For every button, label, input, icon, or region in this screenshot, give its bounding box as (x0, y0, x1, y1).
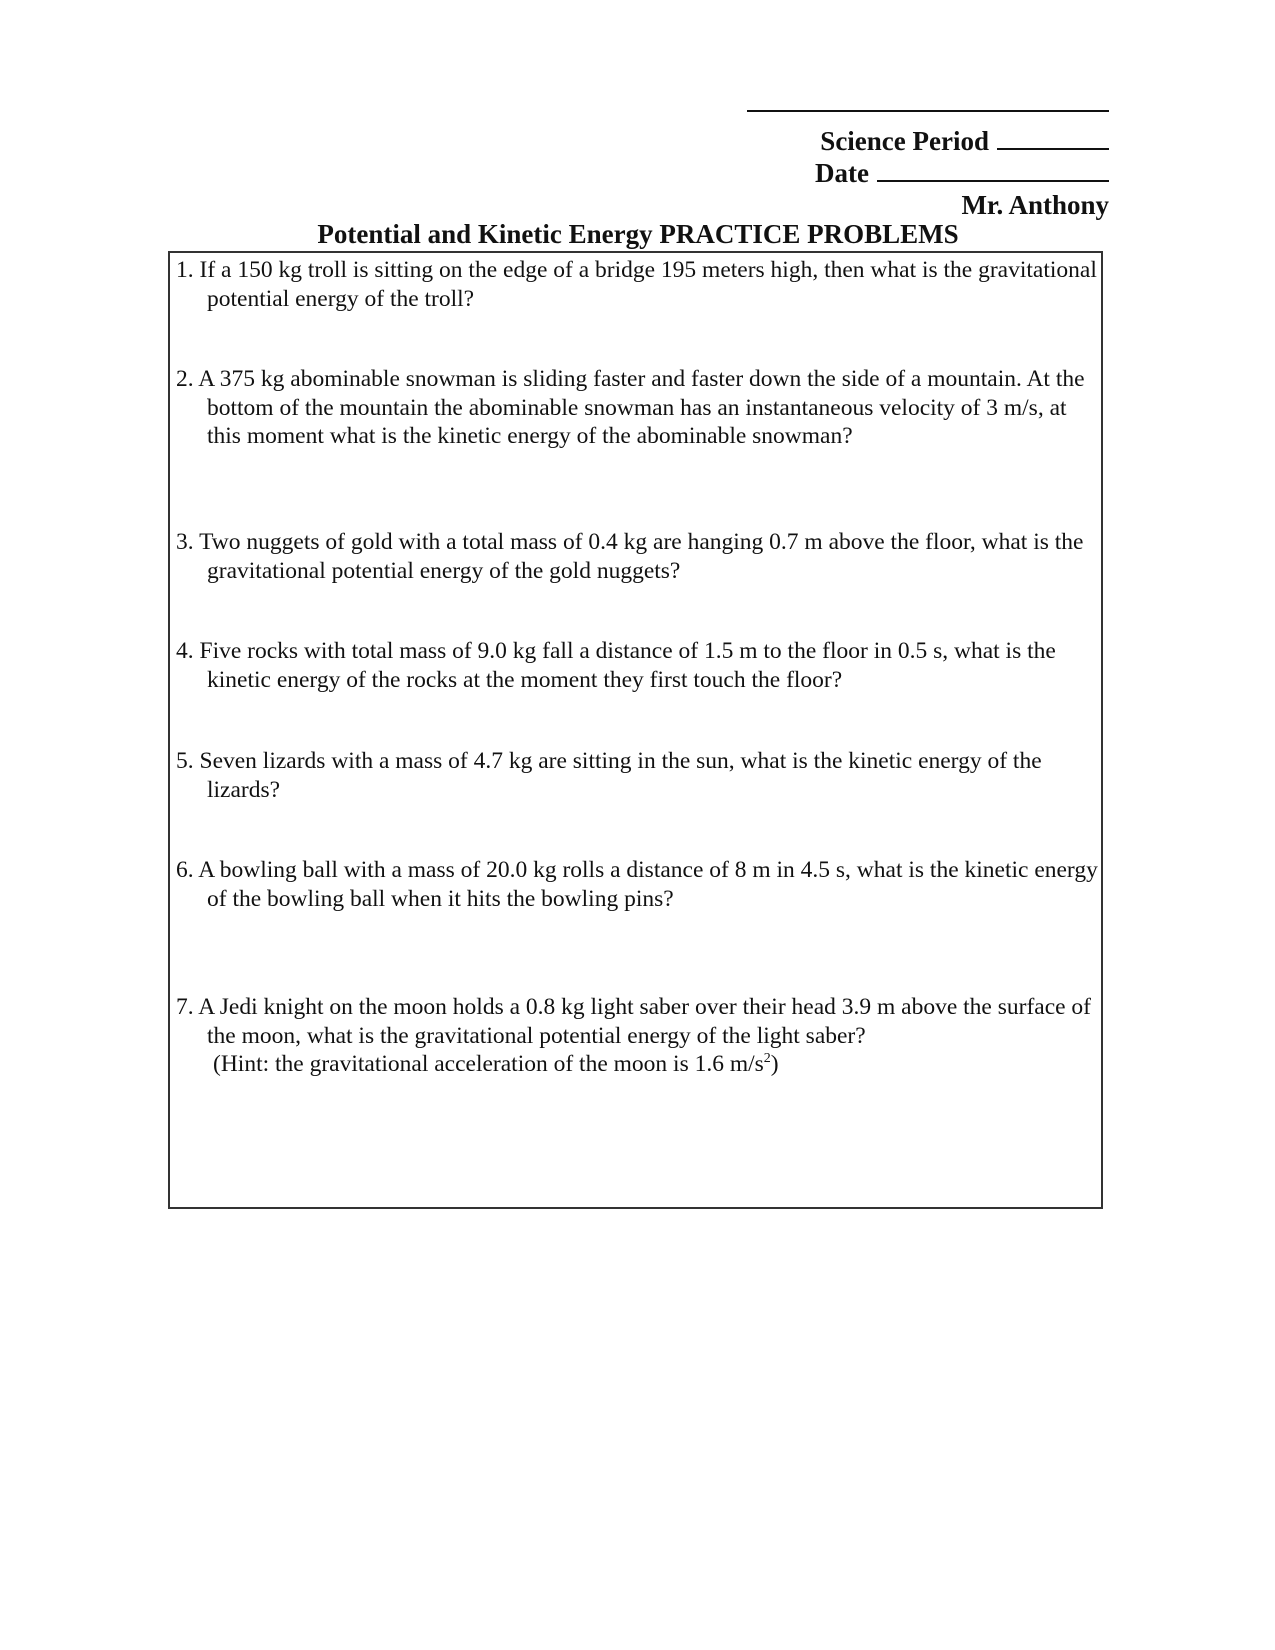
teacher-row (747, 189, 1109, 221)
problems-box (168, 251, 1103, 1209)
problem-text: A bowling ball with a mass of 20.0 kg rolls a distance of 8 m in 4.5 s, what is the kinetic energy of the bowling ball when it hits the bowling pins? (198, 857, 1098, 912)
problem-text: Seven lizards with a mass of 4.7 kg are sitting in the sun, what is the kinetic energy of the lizards? (199, 748, 1042, 803)
worksheet-header (747, 86, 1109, 221)
problem-number: 4. (176, 638, 194, 664)
problem-text: A 375 kg abominable snowman is sliding faster and faster down the side of a mountain. At the bottom of the mountain the abominable snowman has an instantaneous velocity of 3 m/s, at this moment what is the kinetic energy of the abominable snowman? (198, 366, 1085, 449)
problem-number: 7. (176, 994, 194, 1020)
problem-2 (176, 365, 1101, 451)
problem-number: 2. (176, 366, 194, 392)
problem-number: 6. (176, 857, 194, 883)
date-blank (877, 158, 1109, 182)
hint-close: ) (770, 1051, 779, 1077)
problem-number: 1. (176, 257, 194, 283)
period-blank (997, 126, 1109, 150)
problem-3 (176, 528, 1101, 585)
problem-5 (176, 747, 1101, 804)
document-title: Potential and Kinetic Energy PRACTICE PROBLEMS (317, 219, 959, 249)
problem-1 (176, 256, 1101, 313)
hint-exponent: 2 (763, 1051, 771, 1067)
teacher-name: Mr. Anthony (961, 190, 1109, 220)
name-row (747, 86, 1109, 125)
date-row (747, 157, 1109, 189)
problem-hint (207, 1050, 1101, 1079)
problem-text: Five rocks with total mass of 9.0 kg fall a distance of 1.5 m to the floor in 0.5 s, what is the kinetic energy of the rocks at the moment they first touch the floor? (199, 638, 1056, 693)
problem-6 (176, 856, 1101, 913)
problem-7 (176, 993, 1101, 1079)
problem-number: 3. (176, 529, 194, 555)
problem-number: 5. (176, 748, 194, 774)
date-label: Date (815, 158, 869, 188)
hint-text: (Hint: the gravitational acceleration of the moon is 1.6 m/s (213, 1051, 764, 1077)
problem-4 (176, 637, 1101, 694)
problem-text: A Jedi knight on the moon holds a 0.8 kg light saber over their head 3.9 m above the surface of the moon, what is the gravitational potential energy of the light saber? (198, 994, 1092, 1049)
science-period-row (747, 125, 1109, 157)
problem-text: If a 150 kg troll is sitting on the edge of a bridge 195 meters high, then what is the gravitational potential energy of the troll? (199, 257, 1097, 312)
name-blank (747, 86, 1109, 112)
problem-text: Two nuggets of gold with a total mass of 0.4 kg are hanging 0.7 m above the floor, what is the gravitational potential energy of the gold nuggets? (199, 529, 1084, 584)
science-period-label: Science Period (820, 126, 989, 156)
